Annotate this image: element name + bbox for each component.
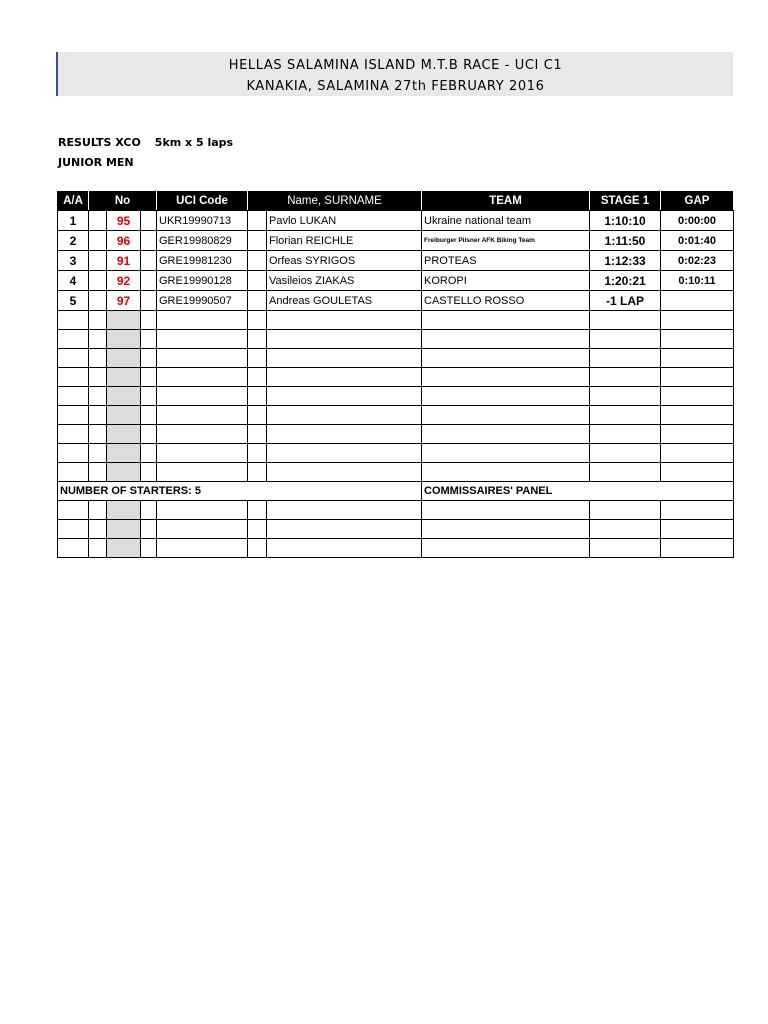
table-row [58, 211, 734, 231]
table-row [58, 271, 734, 291]
empty-table-row [58, 349, 734, 368]
results-table [57, 191, 734, 558]
bib-number-cell: 92 [107, 271, 141, 291]
commissaires-panel-label: COMMISSAIRES' PANEL [422, 482, 734, 501]
table-row [58, 251, 734, 271]
bib-number-cell: 97 [107, 291, 141, 311]
bib-number-cell: 96 [107, 231, 141, 251]
rank-cell: 4 [58, 271, 89, 291]
table-header-row [58, 192, 734, 211]
team-cell: Ukraine national team [422, 211, 590, 231]
gap-cell: 0:02:23 [661, 251, 734, 271]
bib-number-cell: 91 [107, 251, 141, 271]
rider-name-cell: Vasileios ZIAKAS [267, 271, 422, 291]
rider-name-cell: Andreas GOULETAS [267, 291, 422, 311]
col-gap: GAP [661, 192, 734, 211]
race-header [56, 52, 733, 96]
rank-cell: 2 [58, 231, 89, 251]
empty-table-row [58, 311, 734, 330]
empty-table-row [58, 520, 734, 539]
uci-code-cell: UKR19990713 [157, 211, 248, 231]
uci-code-cell: GRE19990507 [157, 291, 248, 311]
rank-cell: 5 [58, 291, 89, 311]
gap-cell: 0:01:40 [661, 231, 734, 251]
col-team: TEAM [422, 192, 590, 211]
col-name: Name, SURNAME [248, 192, 422, 211]
rider-name-cell: Pavlo LUKAN [267, 211, 422, 231]
stage-time-cell: 1:20:21 [590, 271, 661, 291]
table-row [58, 231, 734, 251]
empty-table-row [58, 463, 734, 482]
gap-cell: 0:00:00 [661, 211, 734, 231]
empty-table-row [58, 501, 734, 520]
stage-time-cell: 1:12:33 [590, 251, 661, 271]
empty-table-row [58, 539, 734, 558]
team-cell: CASTELLO ROSSO [422, 291, 590, 311]
col-no: No [89, 192, 157, 211]
empty-table-row [58, 330, 734, 349]
bib-number-cell: 95 [107, 211, 141, 231]
col-stage1: STAGE 1 [590, 192, 661, 211]
rank-cell: 3 [58, 251, 89, 271]
race-location-date: KANAKIA, SALAMINA 27th FEBRUARY 2016 [246, 79, 545, 94]
team-cell: PROTEAS [422, 251, 590, 271]
empty-table-row [58, 368, 734, 387]
distance-label: 5km x 5 laps [154, 136, 234, 149]
gap-cell: 0:10:11 [661, 271, 734, 291]
team-cell: KOROPI [422, 271, 590, 291]
col-aa: A/A [58, 192, 89, 211]
results-type [58, 136, 233, 149]
results-label: RESULTS XCO [58, 136, 141, 149]
rider-name-cell: Orfeas SYRIGOS [267, 251, 422, 271]
uci-code-cell: GRE19981230 [157, 251, 248, 271]
col-uci-code: UCI Code [157, 192, 248, 211]
uci-code-cell: GRE19990128 [157, 271, 248, 291]
starters-row [58, 482, 734, 501]
rank-cell: 1 [58, 211, 89, 231]
race-title: HELLAS SALAMINA ISLAND M.T.B RACE - UCI C1 [228, 58, 563, 73]
category-label: JUNIOR MEN [58, 156, 134, 169]
empty-table-row [58, 406, 734, 425]
rider-name-cell: Florian REICHLE [267, 231, 422, 251]
team-cell: Freiburger Pilsner AFK Biking Team [422, 231, 590, 251]
starters-count: NUMBER OF STARTERS: 5 [58, 482, 422, 501]
gap-cell [661, 291, 734, 311]
empty-table-row [58, 425, 734, 444]
empty-table-row [58, 444, 734, 463]
empty-table-row [58, 387, 734, 406]
table-row [58, 291, 734, 311]
stage-time-cell: 1:11:50 [590, 231, 661, 251]
uci-code-cell: GER19980829 [157, 231, 248, 251]
stage-time-cell: 1:10:10 [590, 211, 661, 231]
stage-time-cell: -1 LAP [590, 291, 661, 311]
